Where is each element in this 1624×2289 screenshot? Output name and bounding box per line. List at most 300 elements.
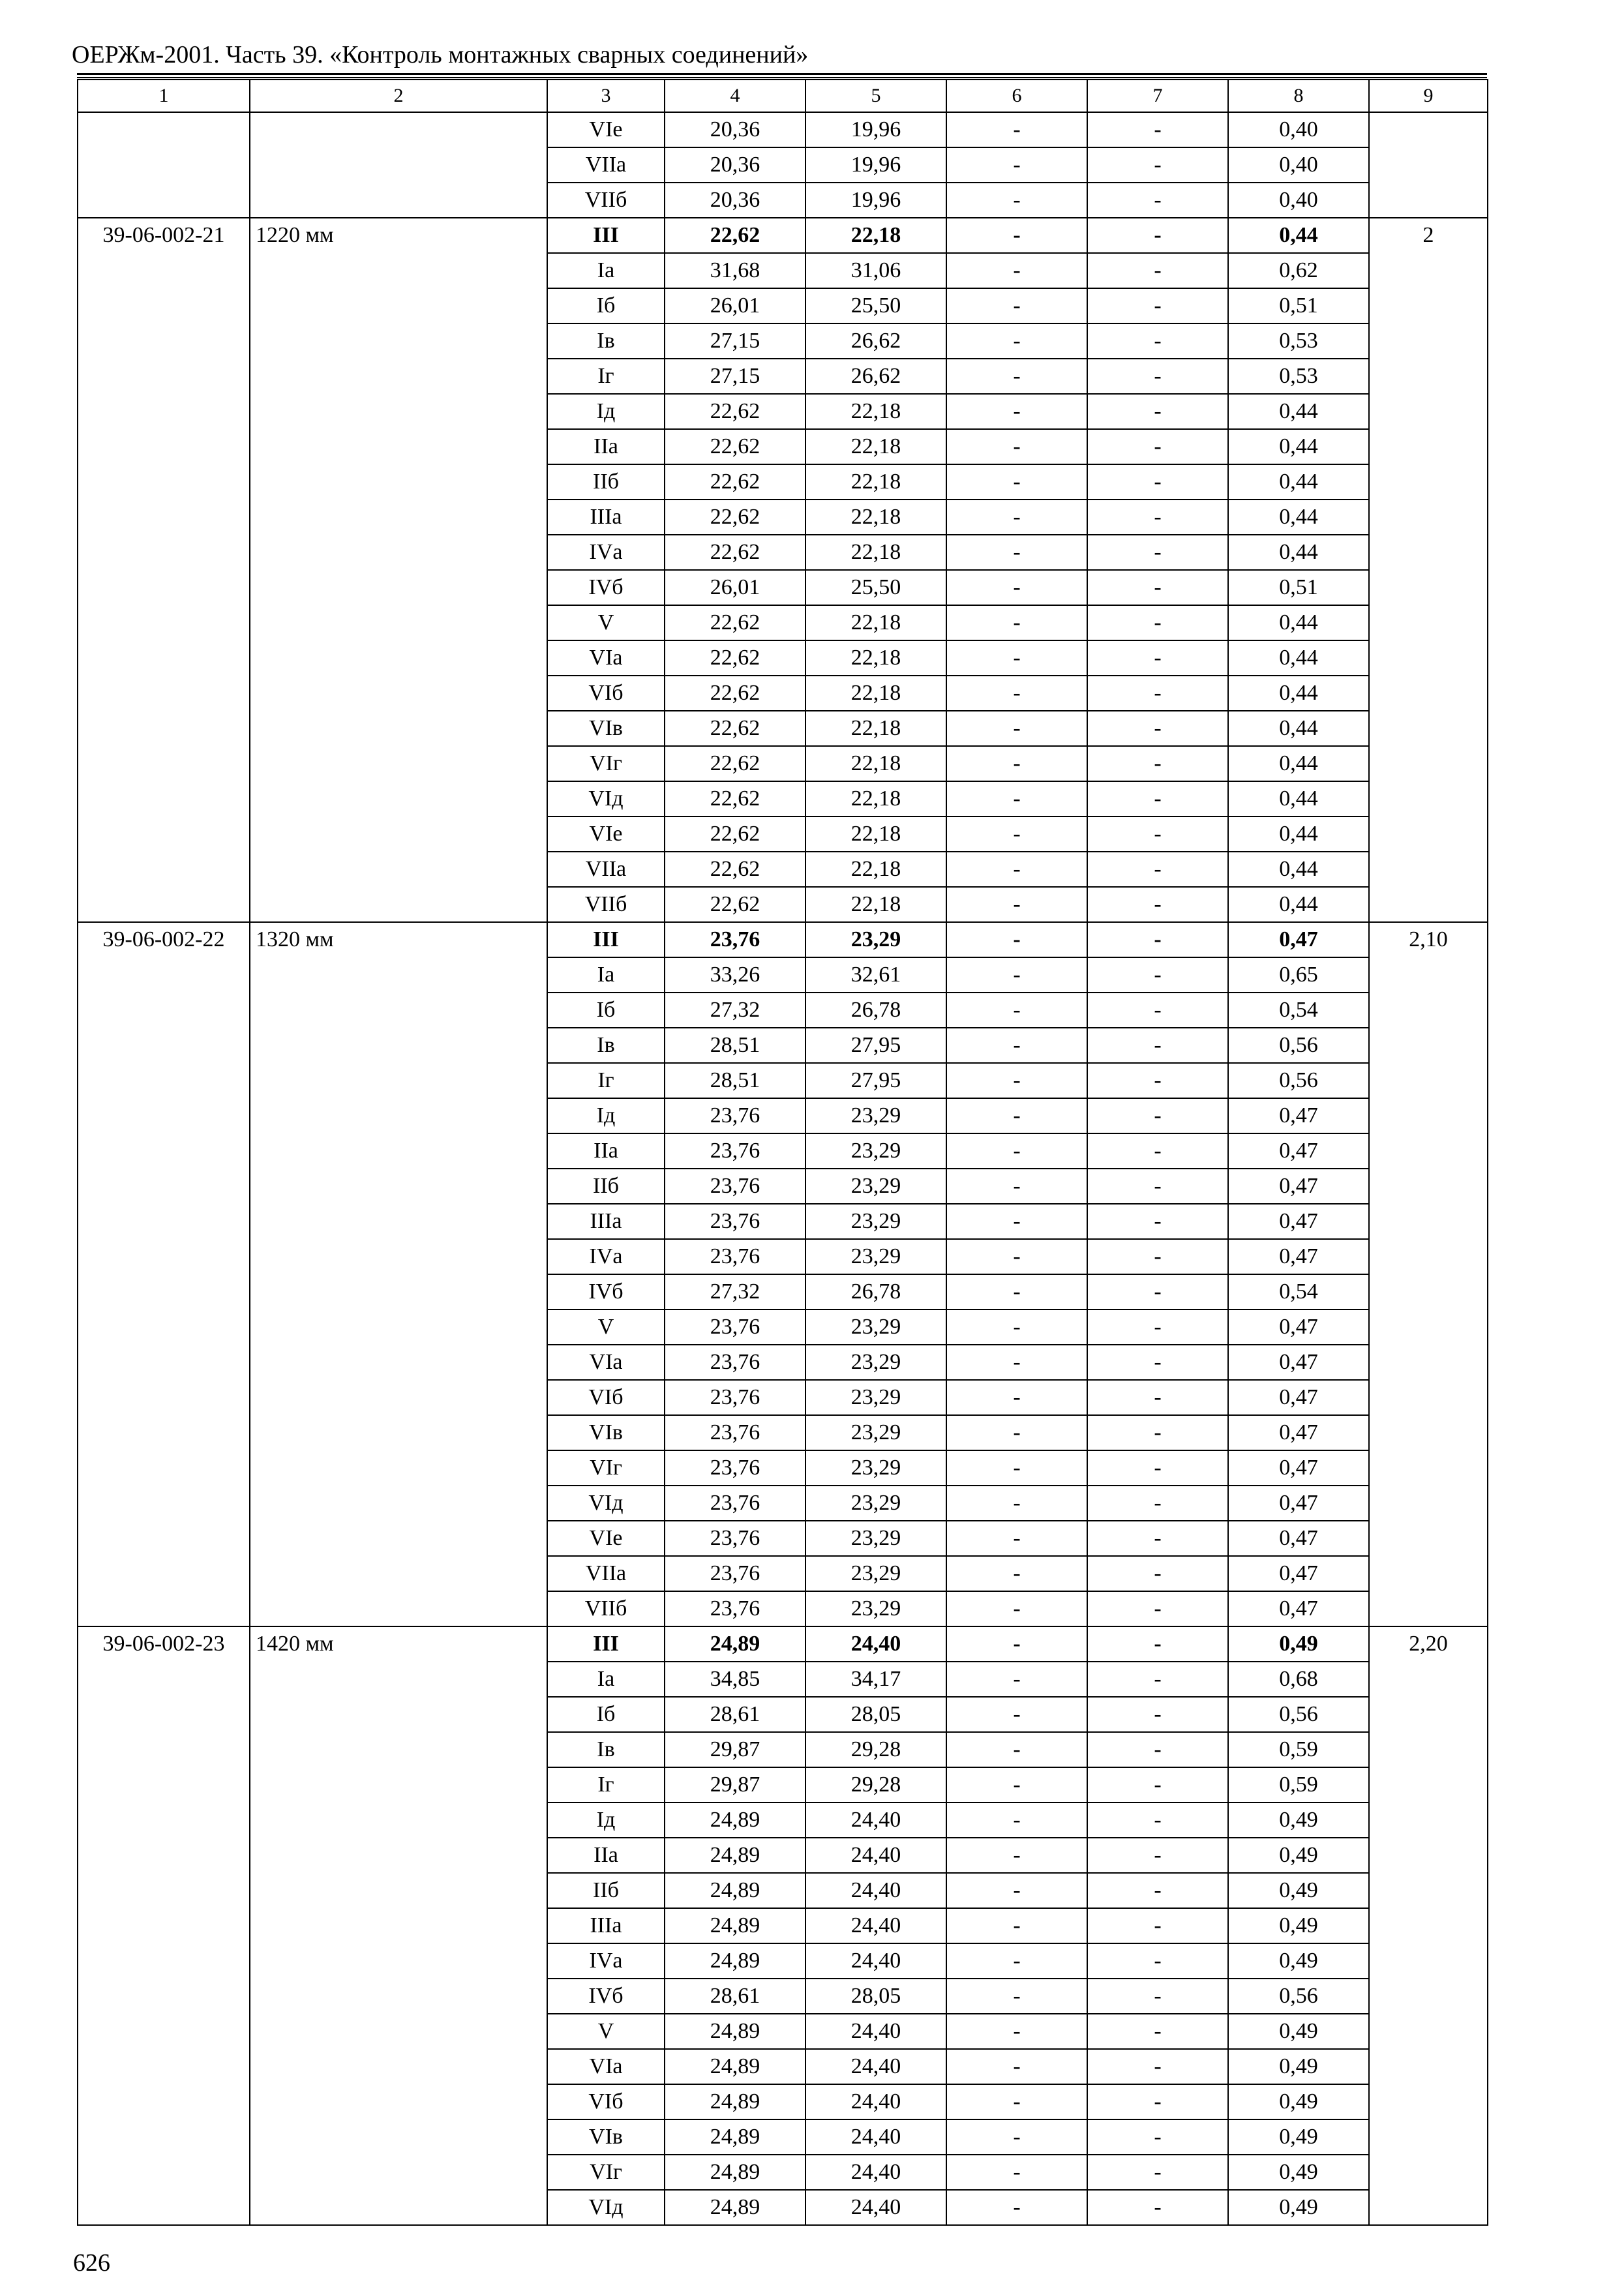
category-cell: VIг — [547, 746, 665, 781]
value-col8-cell: 0,44 — [1228, 640, 1369, 676]
value-col7-cell: - — [1087, 1450, 1228, 1486]
value-col6-cell: - — [946, 323, 1087, 359]
value-col6-cell: - — [946, 147, 1087, 183]
value-col4-cell: 22,62 — [665, 429, 805, 464]
value-col8-cell: 0,44 — [1228, 781, 1369, 816]
value-col7-cell: - — [1087, 112, 1228, 147]
category-cell: VIб — [547, 676, 665, 711]
category-cell: VIб — [547, 1380, 665, 1415]
value-col4-cell: 34,85 — [665, 1662, 805, 1697]
value-col5-cell: 24,40 — [805, 1873, 946, 1908]
value-col5-cell: 22,18 — [805, 746, 946, 781]
value-col7-cell: - — [1087, 746, 1228, 781]
value-col8-cell: 0,47 — [1228, 1098, 1369, 1133]
table-row — [78, 1626, 1488, 1662]
value-col7-cell: - — [1087, 1204, 1228, 1239]
value-col6-cell: - — [946, 746, 1087, 781]
value-col8-cell: 0,47 — [1228, 1450, 1369, 1486]
value-col4-cell: 24,89 — [665, 2155, 805, 2190]
value-col6-cell: - — [946, 2155, 1087, 2190]
value-col4-cell: 22,62 — [665, 218, 805, 253]
value-col8-cell: 0,49 — [1228, 1626, 1369, 1662]
value-col7-cell: - — [1087, 1309, 1228, 1345]
value-col6-cell: - — [946, 1204, 1087, 1239]
value-col6-cell: - — [946, 1169, 1087, 1204]
value-col6-cell: - — [946, 288, 1087, 323]
value-col4-cell: 22,62 — [665, 781, 805, 816]
category-cell: V — [547, 605, 665, 640]
value-col7-cell: - — [1087, 887, 1228, 922]
value-col5-cell: 23,29 — [805, 1345, 946, 1380]
value-col7-cell: - — [1087, 570, 1228, 605]
value-col4-cell: 27,15 — [665, 323, 805, 359]
value-col6-cell: - — [946, 1309, 1087, 1345]
value-col6-cell: - — [946, 676, 1087, 711]
value-col6-cell: - — [946, 1626, 1087, 1662]
value-col7-cell: - — [1087, 1803, 1228, 1838]
value-col5-cell: 29,28 — [805, 1732, 946, 1767]
column-number: 9 — [1369, 80, 1488, 112]
value-col8-cell: 0,56 — [1228, 1697, 1369, 1732]
value-col4-cell: 20,36 — [665, 147, 805, 183]
category-cell: VIа — [547, 640, 665, 676]
value-col5-cell: 23,29 — [805, 1521, 946, 1556]
value-col8-cell: 0,56 — [1228, 1063, 1369, 1098]
value-col6-cell: - — [946, 1063, 1087, 1098]
value-col6-cell: - — [946, 993, 1087, 1028]
category-cell: VIа — [547, 2049, 665, 2084]
value-col6-cell: - — [946, 1803, 1087, 1838]
value-col8-cell: 0,49 — [1228, 2190, 1369, 2225]
category-cell: Iв — [547, 1732, 665, 1767]
column-number: 3 — [547, 80, 665, 112]
category-cell: Iв — [547, 1028, 665, 1063]
value-col6-cell: - — [946, 535, 1087, 570]
value-col4-cell: 24,89 — [665, 2190, 805, 2225]
value-col7-cell: - — [1087, 1380, 1228, 1415]
value-col9-cell — [1369, 112, 1488, 218]
value-col6-cell: - — [946, 570, 1087, 605]
value-col4-cell: 24,89 — [665, 1626, 805, 1662]
value-col4-cell: 23,76 — [665, 1486, 805, 1521]
value-col5-cell: 23,29 — [805, 1486, 946, 1521]
category-cell: VIIа — [547, 1556, 665, 1591]
category-cell: IIб — [547, 1169, 665, 1204]
value-col8-cell: 0,56 — [1228, 1028, 1369, 1063]
value-col5-cell: 19,96 — [805, 112, 946, 147]
value-col5-cell: 24,40 — [805, 1803, 946, 1838]
category-cell: V — [547, 2014, 665, 2049]
table-row — [78, 112, 1488, 147]
category-cell: VIа — [547, 1345, 665, 1380]
value-col5-cell: 28,05 — [805, 1979, 946, 2014]
value-col7-cell: - — [1087, 535, 1228, 570]
value-col7-cell: - — [1087, 1873, 1228, 1908]
category-cell: Iа — [547, 1662, 665, 1697]
value-col4-cell: 23,76 — [665, 1380, 805, 1415]
category-cell: III — [547, 1626, 665, 1662]
category-cell: IIб — [547, 464, 665, 500]
rate-code-cell: 39-06-002-23 — [78, 1626, 250, 2225]
value-col7-cell: - — [1087, 1098, 1228, 1133]
category-cell: Iг — [547, 1767, 665, 1803]
value-col5-cell: 26,62 — [805, 323, 946, 359]
value-col7-cell: - — [1087, 1486, 1228, 1521]
value-col5-cell: 32,61 — [805, 957, 946, 993]
value-col5-cell: 23,29 — [805, 922, 946, 957]
value-col4-cell: 31,68 — [665, 253, 805, 288]
value-col6-cell: - — [946, 1028, 1087, 1063]
value-col6-cell: - — [946, 1767, 1087, 1803]
category-cell: Iд — [547, 394, 665, 429]
value-col5-cell: 23,29 — [805, 1309, 946, 1345]
value-col7-cell: - — [1087, 1732, 1228, 1767]
pipe-diameter-cell: 1320 мм — [250, 922, 547, 1626]
value-col8-cell: 0,47 — [1228, 922, 1369, 957]
value-col6-cell: - — [946, 816, 1087, 852]
value-col4-cell: 24,89 — [665, 1908, 805, 1943]
value-col6-cell: - — [946, 359, 1087, 394]
value-col5-cell: 24,40 — [805, 1838, 946, 1873]
value-col5-cell: 22,18 — [805, 640, 946, 676]
value-col7-cell: - — [1087, 1345, 1228, 1380]
value-col4-cell: 24,89 — [665, 1943, 805, 1979]
category-cell: Iб — [547, 288, 665, 323]
value-col6-cell: - — [946, 1274, 1087, 1309]
category-cell: VIIб — [547, 183, 665, 218]
value-col7-cell: - — [1087, 464, 1228, 500]
value-col6-cell: - — [946, 922, 1087, 957]
value-col6-cell: - — [946, 640, 1087, 676]
value-col4-cell: 23,76 — [665, 1133, 805, 1169]
category-cell: Iб — [547, 1697, 665, 1732]
value-col8-cell: 0,49 — [1228, 2084, 1369, 2119]
value-col5-cell: 29,28 — [805, 1767, 946, 1803]
value-col7-cell: - — [1087, 1908, 1228, 1943]
category-cell: IVб — [547, 570, 665, 605]
value-col5-cell: 22,18 — [805, 676, 946, 711]
value-col8-cell: 0,47 — [1228, 1345, 1369, 1380]
value-col8-cell: 0,62 — [1228, 253, 1369, 288]
header-rule-top — [77, 73, 1487, 75]
value-col5-cell: 19,96 — [805, 147, 946, 183]
value-col8-cell: 0,47 — [1228, 1380, 1369, 1415]
value-col5-cell: 23,29 — [805, 1415, 946, 1450]
category-cell: Iд — [547, 1098, 665, 1133]
value-col8-cell: 0,44 — [1228, 887, 1369, 922]
value-col7-cell: - — [1087, 1591, 1228, 1626]
value-col4-cell: 22,62 — [665, 676, 805, 711]
category-cell: IVа — [547, 1239, 665, 1274]
value-col5-cell: 22,18 — [805, 394, 946, 429]
value-col8-cell: 0,40 — [1228, 183, 1369, 218]
value-col6-cell: - — [946, 1098, 1087, 1133]
value-col6-cell: - — [946, 1732, 1087, 1767]
value-col8-cell: 0,49 — [1228, 1838, 1369, 1873]
value-col8-cell: 0,49 — [1228, 1908, 1369, 1943]
value-col4-cell: 22,62 — [665, 887, 805, 922]
value-col6-cell: - — [946, 2014, 1087, 2049]
value-col6-cell: - — [946, 1908, 1087, 1943]
value-col5-cell: 23,29 — [805, 1204, 946, 1239]
column-number: 2 — [250, 80, 547, 112]
column-number: 6 — [946, 80, 1087, 112]
value-col4-cell: 23,76 — [665, 1309, 805, 1345]
value-col6-cell: - — [946, 112, 1087, 147]
value-col7-cell: - — [1087, 500, 1228, 535]
value-col5-cell: 23,29 — [805, 1556, 946, 1591]
value-col7-cell: - — [1087, 2049, 1228, 2084]
value-col4-cell: 23,76 — [665, 1415, 805, 1450]
value-col6-cell: - — [946, 1838, 1087, 1873]
value-col6-cell: - — [946, 957, 1087, 993]
value-col4-cell: 23,76 — [665, 1345, 805, 1380]
value-col8-cell: 0,49 — [1228, 1803, 1369, 1838]
value-col8-cell: 0,44 — [1228, 676, 1369, 711]
category-cell: IVа — [547, 1943, 665, 1979]
category-cell: IIа — [547, 1838, 665, 1873]
value-col8-cell: 0,54 — [1228, 1274, 1369, 1309]
value-col6-cell: - — [946, 1486, 1087, 1521]
column-number-row — [78, 80, 1488, 112]
value-col4-cell: 22,62 — [665, 852, 805, 887]
pipe-diameter-cell: 1420 мм — [250, 1626, 547, 2225]
value-col7-cell: - — [1087, 1133, 1228, 1169]
value-col6-cell: - — [946, 781, 1087, 816]
value-col7-cell: - — [1087, 816, 1228, 852]
value-col8-cell: 0,47 — [1228, 1133, 1369, 1169]
value-col7-cell: - — [1087, 1274, 1228, 1309]
category-cell: Iа — [547, 957, 665, 993]
value-col4-cell: 22,62 — [665, 746, 805, 781]
value-col5-cell: 22,18 — [805, 887, 946, 922]
value-col8-cell: 0,47 — [1228, 1556, 1369, 1591]
value-col7-cell: - — [1087, 1239, 1228, 1274]
value-col6-cell: - — [946, 1239, 1087, 1274]
category-cell: Iг — [547, 1063, 665, 1098]
value-col5-cell: 23,29 — [805, 1591, 946, 1626]
value-col5-cell: 22,18 — [805, 852, 946, 887]
value-col9-cell: 2,10 — [1369, 922, 1488, 1626]
value-col7-cell: - — [1087, 1979, 1228, 2014]
page-header-title: ОЕРЖм-2001. Часть 39. «Контроль монтажных сварных соединений» — [72, 41, 809, 68]
category-cell: VIIб — [547, 1591, 665, 1626]
value-col4-cell: 26,01 — [665, 288, 805, 323]
value-col8-cell: 0,49 — [1228, 1943, 1369, 1979]
value-col5-cell: 24,40 — [805, 2049, 946, 2084]
value-col7-cell: - — [1087, 1943, 1228, 1979]
value-col6-cell: - — [946, 1415, 1087, 1450]
value-col7-cell: - — [1087, 711, 1228, 746]
value-col5-cell: 22,18 — [805, 464, 946, 500]
value-col4-cell: 22,62 — [665, 394, 805, 429]
value-col4-cell: 24,89 — [665, 2084, 805, 2119]
pipe-diameter-cell: 1220 мм — [250, 218, 547, 922]
table-row — [78, 922, 1488, 957]
column-number: 8 — [1228, 80, 1369, 112]
value-col7-cell: - — [1087, 1063, 1228, 1098]
value-col5-cell: 22,18 — [805, 535, 946, 570]
value-col7-cell: - — [1087, 1169, 1228, 1204]
value-col8-cell: 0,47 — [1228, 1591, 1369, 1626]
value-col8-cell: 0,47 — [1228, 1169, 1369, 1204]
value-col7-cell: - — [1087, 2190, 1228, 2225]
category-cell: IVб — [547, 1274, 665, 1309]
column-number: 5 — [805, 80, 946, 112]
value-col5-cell: 23,29 — [805, 1098, 946, 1133]
rates-table-container — [77, 79, 1487, 2226]
value-col4-cell: 28,51 — [665, 1028, 805, 1063]
value-col7-cell: - — [1087, 2084, 1228, 2119]
value-col6-cell: - — [946, 394, 1087, 429]
value-col8-cell: 0,44 — [1228, 500, 1369, 535]
value-col8-cell: 0,47 — [1228, 1521, 1369, 1556]
value-col8-cell: 0,49 — [1228, 2049, 1369, 2084]
value-col7-cell: - — [1087, 394, 1228, 429]
value-col6-cell: - — [946, 464, 1087, 500]
value-col6-cell: - — [946, 2049, 1087, 2084]
value-col5-cell: 24,40 — [805, 2014, 946, 2049]
value-col4-cell: 28,51 — [665, 1063, 805, 1098]
value-col6-cell: - — [946, 1697, 1087, 1732]
category-cell: IIа — [547, 429, 665, 464]
value-col7-cell: - — [1087, 1697, 1228, 1732]
category-cell: Iб — [547, 993, 665, 1028]
value-col7-cell: - — [1087, 676, 1228, 711]
category-cell: IVа — [547, 535, 665, 570]
value-col8-cell: 0,47 — [1228, 1486, 1369, 1521]
category-cell: VIе — [547, 112, 665, 147]
value-col8-cell: 0,54 — [1228, 993, 1369, 1028]
value-col5-cell: 26,62 — [805, 359, 946, 394]
value-col8-cell: 0,44 — [1228, 429, 1369, 464]
value-col4-cell: 23,76 — [665, 1239, 805, 1274]
value-col6-cell: - — [946, 852, 1087, 887]
value-col5-cell: 26,78 — [805, 993, 946, 1028]
value-col6-cell: - — [946, 2084, 1087, 2119]
column-number: 1 — [78, 80, 250, 112]
value-col8-cell: 0,53 — [1228, 323, 1369, 359]
value-col8-cell: 0,44 — [1228, 218, 1369, 253]
category-cell: VIд — [547, 2190, 665, 2225]
value-col7-cell: - — [1087, 1415, 1228, 1450]
value-col8-cell: 0,59 — [1228, 1732, 1369, 1767]
category-cell: IIIа — [547, 500, 665, 535]
value-col7-cell: - — [1087, 359, 1228, 394]
value-col5-cell: 34,17 — [805, 1662, 946, 1697]
value-col5-cell: 24,40 — [805, 1626, 946, 1662]
value-col5-cell: 26,78 — [805, 1274, 946, 1309]
value-col6-cell: - — [946, 1662, 1087, 1697]
value-col4-cell: 24,89 — [665, 1803, 805, 1838]
value-col6-cell: - — [946, 711, 1087, 746]
category-cell: IVб — [547, 1979, 665, 2014]
category-cell: VIв — [547, 2119, 665, 2155]
value-col4-cell: 22,62 — [665, 711, 805, 746]
value-col4-cell: 23,76 — [665, 1591, 805, 1626]
value-col4-cell: 23,76 — [665, 922, 805, 957]
value-col7-cell: - — [1087, 1028, 1228, 1063]
category-cell: VIб — [547, 2084, 665, 2119]
value-col5-cell: 31,06 — [805, 253, 946, 288]
rate-code-cell — [78, 112, 250, 218]
category-cell: VIг — [547, 1450, 665, 1486]
value-col4-cell: 28,61 — [665, 1697, 805, 1732]
value-col7-cell: - — [1087, 183, 1228, 218]
value-col4-cell: 23,76 — [665, 1204, 805, 1239]
value-col8-cell: 0,40 — [1228, 147, 1369, 183]
value-col8-cell: 0,49 — [1228, 2155, 1369, 2190]
category-cell: IIIа — [547, 1908, 665, 1943]
category-cell: III — [547, 922, 665, 957]
value-col8-cell: 0,44 — [1228, 746, 1369, 781]
value-col6-cell: - — [946, 1556, 1087, 1591]
rate-code-cell: 39-06-002-22 — [78, 922, 250, 1626]
value-col4-cell: 22,62 — [665, 605, 805, 640]
value-col4-cell: 23,76 — [665, 1098, 805, 1133]
value-col4-cell: 24,89 — [665, 2049, 805, 2084]
value-col6-cell: - — [946, 183, 1087, 218]
category-cell: Iг — [547, 359, 665, 394]
category-cell: IIа — [547, 1133, 665, 1169]
value-col4-cell: 24,89 — [665, 2119, 805, 2155]
value-col5-cell: 22,18 — [805, 781, 946, 816]
value-col8-cell: 0,47 — [1228, 1204, 1369, 1239]
value-col6-cell: - — [946, 887, 1087, 922]
value-col9-cell: 2,20 — [1369, 1626, 1488, 2225]
category-cell: VIе — [547, 816, 665, 852]
pipe-diameter-cell — [250, 112, 547, 218]
value-col8-cell: 0,65 — [1228, 957, 1369, 993]
value-col4-cell: 27,32 — [665, 993, 805, 1028]
value-col7-cell: - — [1087, 957, 1228, 993]
value-col7-cell: - — [1087, 605, 1228, 640]
value-col6-cell: - — [946, 605, 1087, 640]
value-col8-cell: 0,44 — [1228, 464, 1369, 500]
value-col5-cell: 22,18 — [805, 605, 946, 640]
value-col5-cell: 23,29 — [805, 1133, 946, 1169]
value-col5-cell: 23,29 — [805, 1169, 946, 1204]
value-col4-cell: 26,01 — [665, 570, 805, 605]
value-col8-cell: 0,53 — [1228, 359, 1369, 394]
value-col4-cell: 23,76 — [665, 1450, 805, 1486]
rates-table — [77, 79, 1488, 2226]
value-col6-cell: - — [946, 253, 1087, 288]
category-cell: VIв — [547, 711, 665, 746]
value-col7-cell: - — [1087, 288, 1228, 323]
value-col4-cell: 20,36 — [665, 112, 805, 147]
value-col8-cell: 0,44 — [1228, 535, 1369, 570]
value-col5-cell: 22,18 — [805, 218, 946, 253]
value-col4-cell: 33,26 — [665, 957, 805, 993]
column-number: 7 — [1087, 80, 1228, 112]
value-col7-cell: - — [1087, 852, 1228, 887]
value-col7-cell: - — [1087, 1662, 1228, 1697]
value-col5-cell: 24,40 — [805, 1943, 946, 1979]
category-cell: III — [547, 218, 665, 253]
value-col5-cell: 25,50 — [805, 570, 946, 605]
value-col5-cell: 22,18 — [805, 816, 946, 852]
table-row — [78, 218, 1488, 253]
value-col7-cell: - — [1087, 147, 1228, 183]
category-cell: Iд — [547, 1803, 665, 1838]
value-col7-cell: - — [1087, 2155, 1228, 2190]
rates-table-body — [78, 80, 1488, 2225]
value-col6-cell: - — [946, 1979, 1087, 2014]
category-cell: IIIа — [547, 1204, 665, 1239]
value-col4-cell: 28,61 — [665, 1979, 805, 2014]
value-col7-cell: - — [1087, 2119, 1228, 2155]
